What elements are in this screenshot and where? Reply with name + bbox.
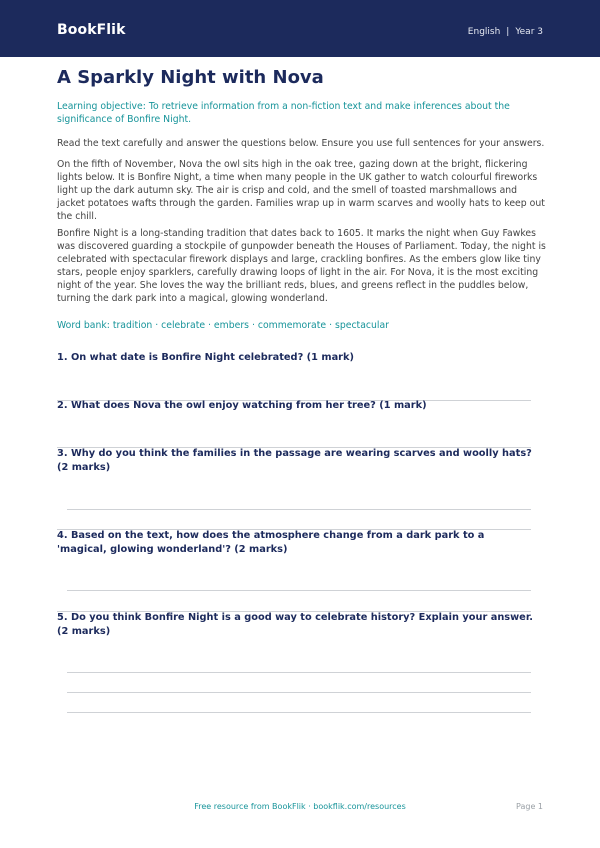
answer-line[interactable] <box>67 692 531 693</box>
page-title: A Sparkly Night with Nova <box>57 67 324 88</box>
footer-credit: Free resource from BookFlik · bookflik.com/resources <box>194 802 406 811</box>
year-label: Year 3 <box>515 27 543 37</box>
answer-line[interactable] <box>67 672 531 673</box>
page-header <box>0 0 600 57</box>
question-2: 2. What does Nova the owl enjoy watching from her tree? (1 mark) <box>57 400 427 411</box>
answer-line[interactable] <box>67 590 531 591</box>
instructions-text: Read the text carefully and answer the questions below. Ensure you use full sentences for your answers. <box>57 138 545 149</box>
subject-year-label <box>468 27 543 37</box>
word-bank: Word bank: tradition · celebrate · embers · commemorate · spectacular <box>57 320 390 331</box>
subject-label: English <box>467 27 501 37</box>
question-5: 5. Do you think Bonfire Night is a good way to celebrate history? Explain your answer. (2 marks) <box>57 612 533 637</box>
question-1: 1. On what date is Bonfire Night celebrated? (1 mark) <box>57 352 355 363</box>
question-4: 4. Based on the text, how does the atmosphere change from a dark park to a 'magical, glowing wonderland'? (2 marks) <box>57 530 485 555</box>
answer-line[interactable] <box>67 509 531 510</box>
meta-separator: | <box>506 27 510 37</box>
passage-paragraph-2: Bonfire Night is a long-standing tradition that dates back to 1605. It marks the night when Guy Fawkes was discovered guarding a stockpile of gunpowder beneath the Houses of Parliament. Today, the night is celebrated with spectacular firework displays and large, crackling bonfires. As the embers glow like tiny stars, people enjoy sparklers, carefully drawing loops of light in the air. For Nova, it is the most exciting night of the year. She loves the way the brilliant reds, blues, and greens reflect in the puddles below, turning the dark park into a magical, glowing wonderland. <box>57 228 546 304</box>
brand-logo-text: BookFlik <box>57 22 126 38</box>
answer-line[interactable] <box>67 712 531 713</box>
page-number: Page 1 <box>516 802 543 811</box>
question-3: 3. Why do you think the families in the passage are wearing scarves and woolly hats? (2 marks) <box>57 448 532 473</box>
learning-objective: Learning objective: To retrieve information from a non-fiction text and make inferences about the significance of Bonfire Night. <box>57 101 510 125</box>
passage-paragraph-1: On the fifth of November, Nova the owl sits high in the oak tree, gazing down at the bright, flickering lights below. It is Bonfire Night, a time when many people in the UK gather to watch colourful fireworks light up the dark autumn sky. The air is crisp and cold, and the smell of toasted marshmallows and jacket potatoes wafts through the garden. Families wrap up in warm scarves and woolly hats to keep out the chill. <box>57 159 545 222</box>
